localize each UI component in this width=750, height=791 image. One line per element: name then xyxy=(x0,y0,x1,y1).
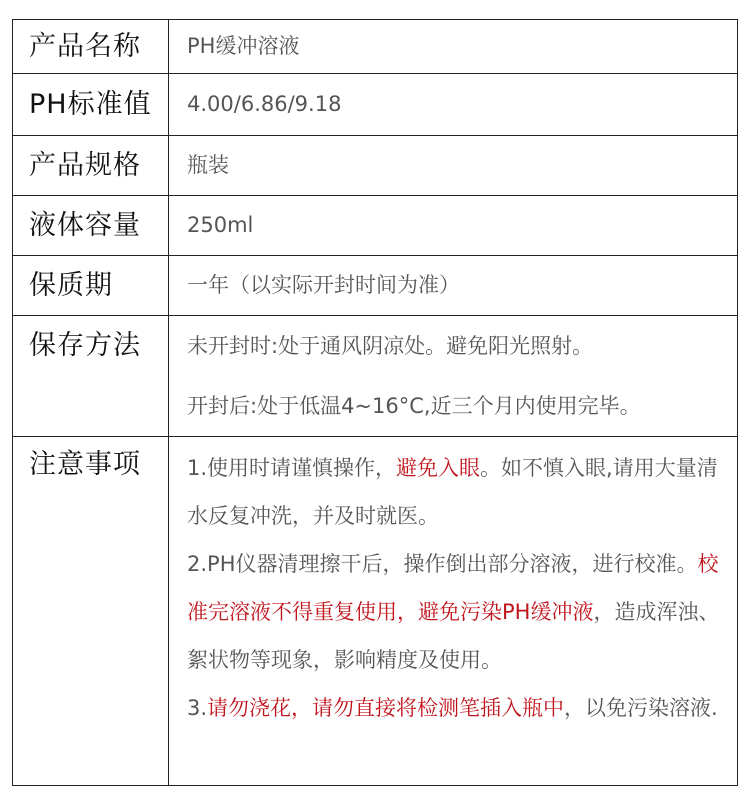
precaution-item-3 xyxy=(187,684,729,732)
row-storage-method xyxy=(13,316,738,437)
row-product-spec xyxy=(13,136,738,196)
storage-opened-text: 开封后:处于低温4~16°C,近三个月内使用完毕。 xyxy=(187,394,641,418)
liquid-volume-label: 液体容量 xyxy=(13,196,169,256)
product-spec-value: 瓶装 xyxy=(169,136,738,196)
precautions-value xyxy=(169,437,738,786)
product-spec-table xyxy=(12,19,738,786)
precaution-item-2 xyxy=(187,540,729,684)
row-precautions xyxy=(13,437,738,786)
precaution-2-text: 2.PH仪器清理擦干后，操作倒出部分溶液，进行校准。 xyxy=(187,552,698,576)
precaution-item-1 xyxy=(187,444,729,540)
precaution-3-number: 3. xyxy=(187,696,208,720)
product-name-label: 产品名称 xyxy=(13,20,169,74)
row-shelf-life xyxy=(13,256,738,316)
row-product-name xyxy=(13,20,738,74)
precaution-1-emphasis: 避免入眼 xyxy=(396,456,481,480)
precautions-label: 注意事项 xyxy=(13,437,169,786)
storage-method-value xyxy=(169,316,738,437)
precaution-1-rest: 。如不慎入眼,请用大量清水反复冲洗，并及时就医。 xyxy=(187,456,718,528)
precaution-2-emphasis: 校准完溶液不得重复使用，避免污染PH缓冲液 xyxy=(187,552,719,624)
shelf-life-value: 一年（以实际开封时间为准） xyxy=(169,256,738,316)
row-ph-standard xyxy=(13,74,738,136)
row-liquid-volume xyxy=(13,196,738,256)
product-spec-label: 产品规格 xyxy=(13,136,169,196)
precaution-3-rest: ，以免污染溶液. xyxy=(564,696,718,720)
shelf-life-label: 保质期 xyxy=(13,256,169,316)
ph-standard-label: PH标准值 xyxy=(13,74,169,136)
ph-standard-value: 4.00/6.86/9.18 xyxy=(169,74,738,136)
storage-method-label: 保存方法 xyxy=(13,316,169,437)
liquid-volume-value: 250ml xyxy=(169,196,738,256)
storage-unopened-text: 未开封时:处于通风阴凉处。避免阳光照射。 xyxy=(187,334,594,358)
precaution-2-rest: ，造成浑浊、絮状物等现象，影响精度及使用。 xyxy=(187,600,720,672)
product-name-value: PH缓冲溶液 xyxy=(169,20,738,74)
precaution-3-emphasis: 请勿浇花，请勿直接将检测笔插入瓶中 xyxy=(207,696,565,720)
precaution-1-text: 1.使用时请谨慎操作， xyxy=(187,456,397,480)
